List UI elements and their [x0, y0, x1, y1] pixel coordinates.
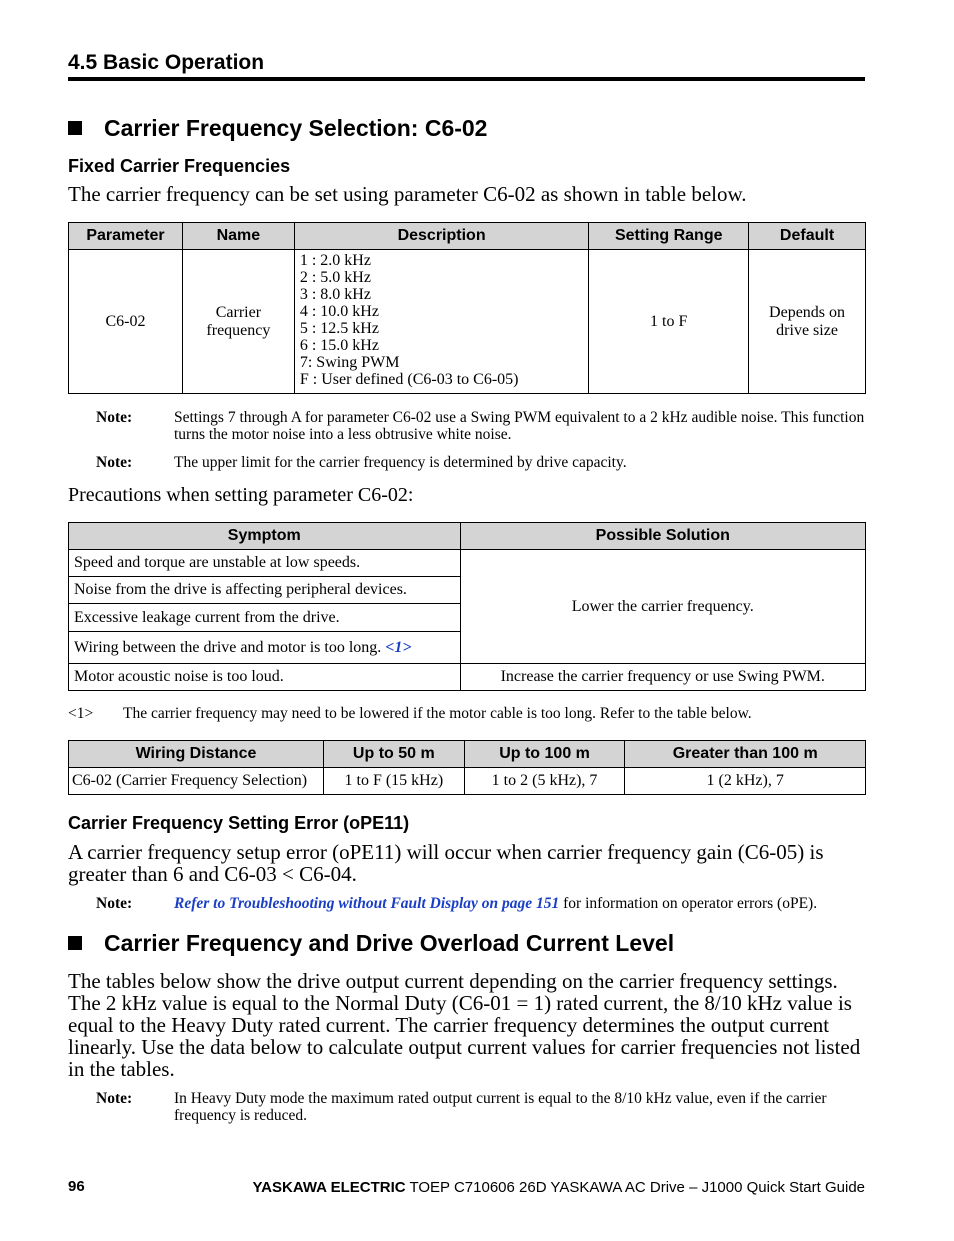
table-header-row [69, 523, 866, 550]
note-text: Settings 7 through A for parameter C6-02 use a Swing PWM equivalent to a 2 kHz audible noise. This function turns the motor noise into a less obtrusive white noise. [174, 409, 865, 443]
precautions-intro: Precautions when setting parameter C6-02: [68, 484, 414, 506]
subsection-title: Fixed Carrier Frequencies [68, 156, 291, 176]
table-row [69, 250, 866, 394]
column-header: Greater than 100 m [625, 741, 866, 768]
description-line: 5 : 12.5 kHz [299, 320, 379, 337]
footer-brand: YASKAWA ELECTRIC [252, 1179, 406, 1196]
description-line: 6 : 15.0 kHz [299, 337, 379, 354]
description-line: F : User defined (C6-03 to C6-05) [299, 371, 519, 388]
table-header-row [69, 223, 866, 250]
parameter-cell: C6-02 [69, 250, 183, 394]
intro-text: The carrier frequency can be set using parameter C6-02 as shown in table below. [68, 182, 747, 206]
note-text: In Heavy Duty mode the maximum rated output current is equal to the 8/10 kHz value, even if the carrier frequency is reduced. [174, 1090, 827, 1124]
symptom-cell: Excessive leakage current from the drive. [69, 604, 461, 632]
note-label: Note: [96, 409, 133, 426]
table-row [69, 664, 866, 691]
symptom-cell: Motor acoustic noise is too loud. [69, 664, 461, 691]
column-header: Description [294, 223, 589, 250]
description-line: 4 : 10.0 kHz [299, 303, 379, 320]
description-line: 2 : 5.0 kHz [299, 269, 371, 286]
subsection-title: Carrier Frequency Setting Error (oPE11) [68, 813, 410, 833]
description-line: 3 : 8.0 kHz [299, 286, 371, 303]
solution-cell: Lower the carrier frequency. [460, 550, 865, 664]
wiring-cell: 1 (2 kHz), 7 [625, 768, 866, 795]
table-row [69, 768, 866, 795]
section-header: 4.5 Basic Operation [68, 51, 265, 74]
column-header: Name [182, 223, 294, 250]
default-cell: Depends on drive size [749, 250, 866, 394]
footnote-text: The carrier frequency may need to be lowered if the motor cable is too long. Refer to the table below. [123, 705, 752, 722]
column-header: Parameter [69, 223, 183, 250]
symptom-cell: Speed and torque are unstable at low speeds. [69, 550, 461, 577]
parameter-table [68, 222, 866, 394]
description-line: 1 : 2.0 kHz [299, 252, 371, 269]
column-header: Symptom [69, 523, 461, 550]
page-number: 96 [68, 1178, 85, 1195]
column-header: Default [749, 223, 866, 250]
note-text [174, 895, 866, 912]
note-label: Note: [96, 895, 133, 912]
column-header: Setting Range [589, 223, 749, 250]
note-rest-text: for information on operator errors (oPE). [559, 895, 818, 912]
wiring-cell: 1 to F (15 kHz) [323, 768, 464, 795]
setting-range-cell: 1 to F [589, 250, 749, 394]
wiring-cell: C6-02 (Carrier Frequency Selection) [69, 768, 324, 795]
solution-cell: Increase the carrier frequency or use Swing PWM. [460, 664, 865, 691]
wiring-cell: 1 to 2 (5 kHz), 7 [464, 768, 625, 795]
section-heading [68, 930, 674, 957]
note-label: Note: [96, 1090, 133, 1107]
note-label: Note: [96, 454, 133, 471]
section-title: Carrier Frequency Selection: C6-02 [104, 115, 488, 141]
table-header-row [69, 741, 866, 768]
header-rule [68, 77, 865, 81]
wiring-table [68, 740, 866, 795]
troubleshooting-link[interactable]: Refer to Troubleshooting without Fault Display on page 151 [174, 895, 560, 912]
footnote-marker: <1> [68, 705, 94, 722]
symptom-cell [69, 632, 461, 664]
name-cell: Carrier frequency [182, 250, 294, 394]
symptom-text: Wiring between the drive and motor is too long. [74, 638, 382, 656]
section-title: Carrier Frequency and Drive Overload Current Level [104, 930, 675, 956]
error-description: A carrier frequency setup error (oPE11) will occur when carrier frequency gain (C6-05) is greater than 6 and C6-03 < C6-04. [68, 840, 824, 886]
table-row [69, 550, 866, 577]
column-header: Wiring Distance [69, 741, 324, 768]
square-bullet-icon [68, 936, 82, 950]
symptom-table [68, 522, 866, 691]
square-bullet-icon [68, 121, 82, 135]
description-line: 7: Swing PWM [299, 354, 400, 371]
note-text: The upper limit for the carrier frequency is determined by drive capacity. [174, 454, 627, 471]
column-header: Up to 100 m [464, 741, 625, 768]
section-heading [68, 115, 487, 142]
column-header: Possible Solution [460, 523, 865, 550]
footer-text [253, 1179, 865, 1196]
footnote-reference-link[interactable]: <1> [385, 638, 412, 656]
column-header: Up to 50 m [323, 741, 464, 768]
description-cell [294, 250, 589, 394]
symptom-cell: Noise from the drive is affecting peripheral devices. [69, 577, 461, 604]
footer-doc-title: TOEP C710606 26D YASKAWA AC Drive – J1000 Quick Start Guide [405, 1179, 865, 1196]
section2-text: The tables below show the drive output current depending on the carrier frequency settings. The 2 kHz value is equal to the Normal Duty (C6-01 = 1) rated current, the 8/10 kHz value is equal to the Heavy Duty rated current. The carrier frequency determines the output current linearly. Use the data below to calculate output current values for carrier frequencies not listed in the tables. [68, 969, 861, 1081]
